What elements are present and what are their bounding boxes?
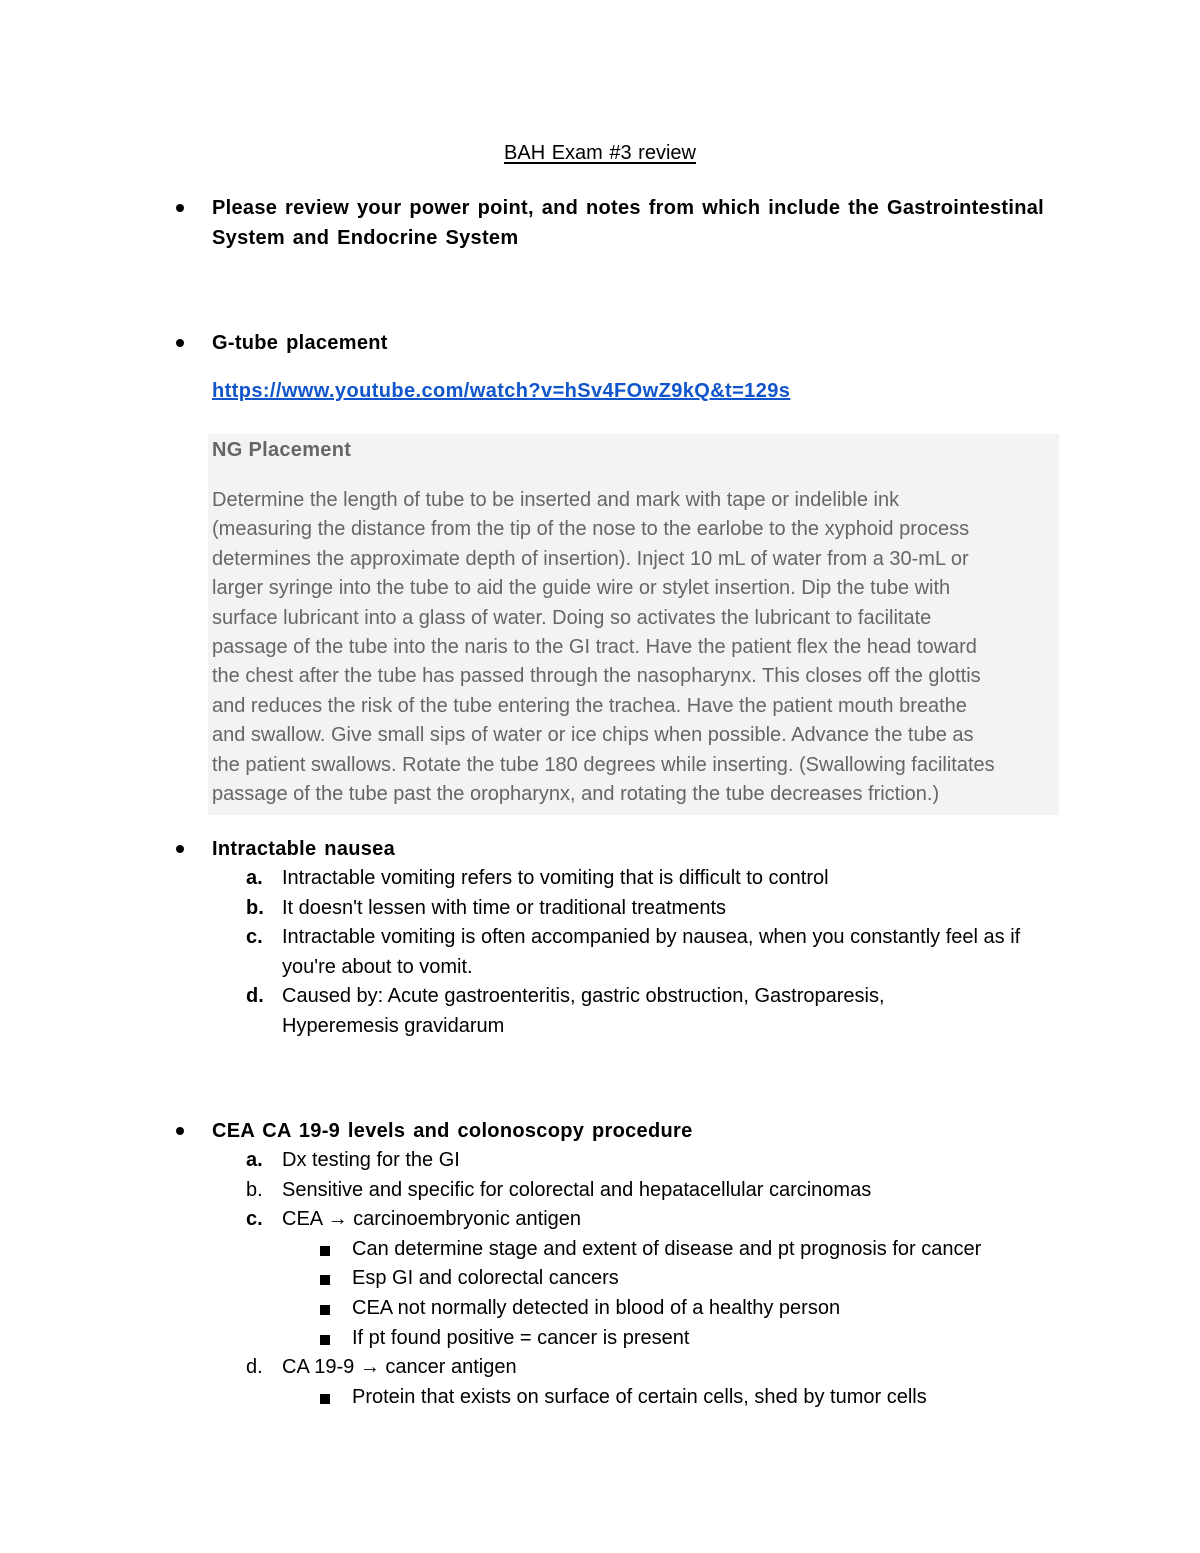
list-item xyxy=(246,894,1076,924)
square-bullet-icon xyxy=(320,1275,330,1285)
sub-list-item xyxy=(246,1294,1076,1324)
list-marker: c. xyxy=(246,1208,263,1231)
ng-line: Determine the length of tube to be inserted and mark with tape or indelible ink xyxy=(212,489,900,511)
bullet-icon xyxy=(176,203,186,213)
sub-item-text: Protein that exists on surface of certain cells, shed by tumor cells xyxy=(352,1385,927,1408)
cea-heading: CEA CA 19-9 levels and colonoscopy procedure xyxy=(212,1120,693,1142)
ng-line: the patient swallows. Rotate the tube 180 degrees while inserting. (Swallowing facilitates xyxy=(212,753,995,776)
sub-item-text: Can determine stage and extent of disease and pt prognosis for cancer xyxy=(352,1237,982,1260)
bullet-icon xyxy=(176,1126,186,1136)
sub-item-text: If pt found positive = cancer is present xyxy=(352,1326,690,1349)
list-item xyxy=(246,1353,1076,1383)
list-item-text: Dx testing for the GI xyxy=(282,1149,460,1171)
list-marker: b. xyxy=(246,896,264,919)
sub-item-text: Esp GI and colorectal cancers xyxy=(352,1267,619,1290)
bullet-icon xyxy=(176,844,186,854)
sub-list-item xyxy=(246,1264,1076,1294)
gtube-heading: G-tube placement xyxy=(212,332,388,354)
intro-text: Please review your power point, and notes from which include the Gastrointestinal System and Endocrine System xyxy=(212,197,1045,249)
ng-line: and swallow. Give small sips of water or ice chips when possible. Advance the tube as xyxy=(212,724,974,747)
list-item xyxy=(246,982,962,1041)
list-item xyxy=(246,923,1042,982)
square-bullet-icon xyxy=(320,1394,330,1404)
nausea-list xyxy=(246,864,1076,1042)
ng-line: the chest after the tube has passed through the nasopharynx. This closes off the glottis xyxy=(212,665,981,688)
list-marker: a. xyxy=(246,1149,263,1171)
ng-line: passage of the tube into the naris to the GI tract. Have the patient flex the head toward xyxy=(212,636,977,659)
sub-list-item xyxy=(246,1235,1076,1265)
list-item-text: Caused by: Acute gastroenteritis, gastric obstruction, Gastroparesis, Hyperemesis gravidarum xyxy=(282,985,885,1037)
ng-line: and reduces the risk of the tube entering the trachea. Have the patient mouth breathe xyxy=(212,694,967,717)
ng-line: larger syringe into the tube to aid the guide wire or stylet insertion. Dip the tube with xyxy=(212,577,951,600)
ng-placement-text xyxy=(212,486,1064,809)
list-marker: d. xyxy=(246,1356,263,1379)
document-title: BAH Exam #3 review xyxy=(504,142,696,164)
ng-placement-heading: NG Placement xyxy=(212,439,352,461)
square-bullet-icon xyxy=(320,1305,330,1315)
list-marker: a. xyxy=(246,867,263,889)
sub-list-item xyxy=(246,1383,1076,1413)
ng-line: passage of the tube past the oropharynx, and rotating the tube decreases friction.) xyxy=(212,783,940,806)
list-item-text: Intractable vomiting refers to vomiting that is difficult to control xyxy=(282,867,829,889)
list-marker: b. xyxy=(246,1178,263,1201)
gtube-video-link[interactable]: https://www.youtube.com/watch?v=hSv4FOwZ9kQ&t=129s xyxy=(212,380,791,402)
list-marker: c. xyxy=(246,926,263,949)
cea-list xyxy=(246,1146,1076,1412)
sub-item-text: CEA not normally detected in blood of a healthy person xyxy=(352,1296,841,1319)
list-item-text: Sensitive and specific for colorectal and hepatacellular carcinomas xyxy=(282,1178,872,1201)
list-item-text: CA 19-9 → cancer antigen xyxy=(282,1356,517,1379)
ng-line: surface lubricant into a glass of water. Doing so activates the lubricant to facilitate xyxy=(212,606,932,629)
list-item-text: CEA → carcinoembryonic antigen xyxy=(282,1208,582,1231)
list-item-text: Intractable vomiting is often accompanied by nausea, when you constantly feel as if you're about to vomit. xyxy=(282,926,1021,978)
list-marker: d. xyxy=(246,985,264,1008)
list-item-text: It doesn't lessen with time or traditional treatments xyxy=(282,896,727,919)
bullet-icon xyxy=(176,338,186,348)
square-bullet-icon xyxy=(320,1246,330,1256)
list-item xyxy=(246,1205,1076,1235)
square-bullet-icon xyxy=(320,1335,330,1345)
ng-line: determines the approximate depth of insertion). Inject 10 mL of water from a 30-mL or xyxy=(212,547,969,570)
sub-list-item xyxy=(246,1324,1076,1354)
ng-line: (measuring the distance from the tip of the nose to the earlobe to the xyphoid process xyxy=(212,518,970,541)
list-item xyxy=(246,1176,1076,1206)
nausea-heading: Intractable nausea xyxy=(212,838,396,860)
list-item xyxy=(246,1146,1076,1176)
list-item xyxy=(246,864,1076,894)
